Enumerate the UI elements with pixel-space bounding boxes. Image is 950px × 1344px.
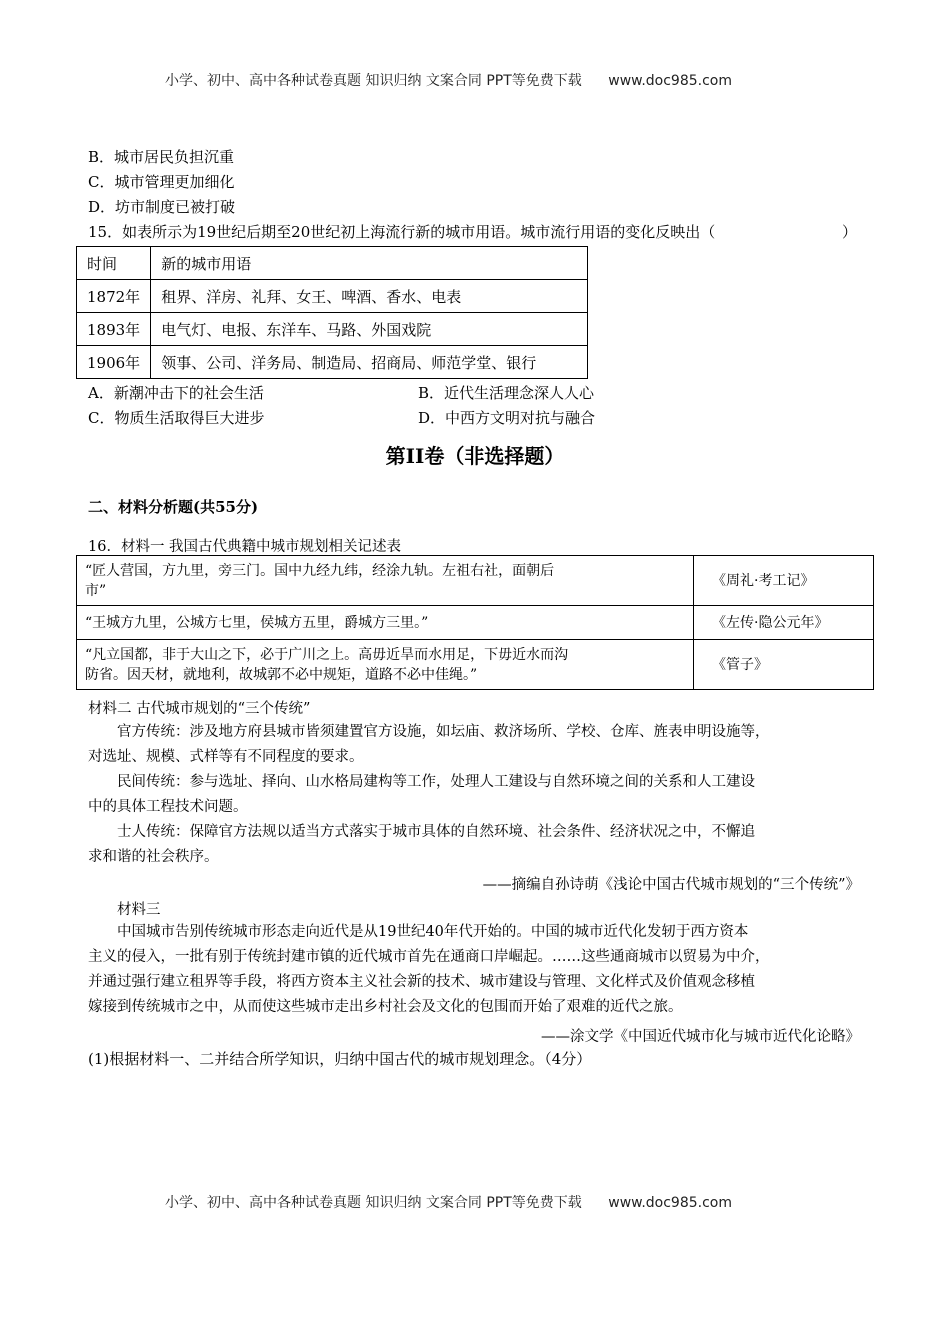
q15-year: 1893年 <box>77 313 151 346</box>
q16-quote-line1: “匠人营国，方九里，旁三门。国中九经九纬，经涂九轨。左祖右社，面朝后 <box>85 562 555 579</box>
footer-url: www.doc985.com <box>608 1195 732 1211</box>
q15-terms: 领事、公司、洋务局、制造局、招商局、师范学堂、银行 <box>151 346 588 379</box>
q16-source: 《管子》 <box>694 640 874 690</box>
material3-title: 材料三 <box>117 902 161 918</box>
q15-option-c: C．物质生活取得巨大进步 <box>88 409 265 427</box>
material3-line: 嫁接到传统城市之中，从而使这些城市走出乡村社会及文化的包围而开始了艰难的近代之旅。 <box>88 999 683 1015</box>
material3-line: 并通过强行建立租界等手段，将西方资本主义社会新的技术、城市建设与管理、文化样式及价值观念移植 <box>88 974 755 990</box>
q16-quote-line2: 市” <box>85 582 107 599</box>
material2-line: 对选址、规模、式样等有不同程度的要求。 <box>88 749 364 765</box>
q16-intro: 16．材料一 我国古代典籍中城市规划相关记述表 <box>88 539 402 555</box>
material3-paragraph <box>88 920 770 1020</box>
q14-option-b: B．城市居民负担沉重 <box>88 148 235 166</box>
material2-paragraph <box>88 720 770 870</box>
q15-year: 1872年 <box>77 280 151 313</box>
q16-source: 《周礼·考工记》 <box>694 556 874 606</box>
page-header <box>165 70 732 90</box>
header-url: www.doc985.com <box>608 73 732 89</box>
q15-option-b: B．近代生活理念深人人心 <box>418 384 595 402</box>
q14-option-d: D．坊市制度已被打破 <box>88 198 236 216</box>
table-row <box>77 280 588 313</box>
material2-line: 中的具体工程技术问题。 <box>88 799 248 815</box>
material2-source: ——摘编自孙诗萌《浅论中国古代城市规划的“三个传统”》 <box>482 877 860 893</box>
q15-table <box>76 246 588 379</box>
material3-line: 主义的侵入，一批有别于传统封建市镇的近代城市首先在通商口岸崛起。……这些通商城市以贸易为中介， <box>88 949 770 965</box>
section-title: 第II卷（非选择题） <box>385 444 565 468</box>
part2-title: 二、材料分析题(共55分) <box>88 498 259 516</box>
q16-source: 《左传·隐公元年》 <box>694 606 874 640</box>
table-row <box>77 640 874 690</box>
q16-quote-line1: “凡立国都，非于大山之下，必于广川之上。高毋近旱而水用足，下毋近水而沟 <box>85 646 569 663</box>
q15-header-time: 时间 <box>77 247 151 280</box>
page-footer <box>165 1192 732 1212</box>
q16-sub1: (1)根据材料一、二并结合所学知识，归纳中国古代的城市规划理念。（4分） <box>88 1050 592 1068</box>
q15-table-header-row <box>77 247 588 280</box>
q16-quote <box>77 556 694 606</box>
q16-material1-table <box>76 555 874 690</box>
q16-quote <box>77 606 694 640</box>
material3-line: 中国城市告别传统城市形态走向近代是从19世纪40年代开始的。中国的城市近代化发轫于西方资本 <box>117 924 749 940</box>
material2-line: 士人传统：保障官方法规以适当方式落实于城市具体的自然环境、社会条件、经济状况之中，不懈追 <box>117 824 755 840</box>
q16-quote-line2: 防省。因天材，就地利，故城郭不必中规矩，道路不必中佳绳。” <box>85 666 478 683</box>
q15-header-terms: 新的城市用语 <box>151 247 588 280</box>
table-row <box>77 606 874 640</box>
footer-text: 小学、初中、高中各种试卷真题 知识归纳 文案合同 PPT等免费下载 <box>165 1195 582 1211</box>
q15-terms: 电气灯、电报、东洋车、马路、外国戏院 <box>151 313 588 346</box>
table-row <box>77 313 588 346</box>
q15-stem-end: ） <box>842 223 858 241</box>
material2-line: 求和谐的社会秩序。 <box>88 849 219 865</box>
q16-quote-line1: “王城方九里，公城方七里，侯城方五里，爵城方三里。” <box>85 614 429 631</box>
material3-source: ——涂文学《中国近代城市化与城市近代化论略》 <box>541 1029 860 1045</box>
q15-stem: 15．如表所示为19世纪后期至20世纪初上海流行新的城市用语。城市流行用语的变化反映出（ <box>88 223 716 241</box>
material2-title: 材料二 古代城市规划的“三个传统” <box>88 701 311 717</box>
q15-option-a: A．新潮冲击下的社会生活 <box>88 384 264 402</box>
material2-line: 官方传统：涉及地方府县城市皆须建置官方设施，如坛庙、救济场所、学校、仓库、旌表申明设施等， <box>117 724 770 740</box>
table-row <box>77 346 588 379</box>
q14-option-c: C．城市管理更加细化 <box>88 173 235 191</box>
table-row <box>77 556 874 606</box>
material2-line: 民间传统：参与选址、择向、山水格局建构等工作，处理人工建设与自然环境之间的关系和人工建设 <box>117 774 755 790</box>
q16-quote <box>77 640 694 690</box>
header-text: 小学、初中、高中各种试卷真题 知识归纳 文案合同 PPT等免费下载 <box>165 73 582 89</box>
q15-terms: 租界、洋房、礼拜、女王、啤酒、香水、电表 <box>151 280 588 313</box>
q15-year: 1906年 <box>77 346 151 379</box>
q15-option-d: D．中西方文明对抗与融合 <box>418 409 596 427</box>
